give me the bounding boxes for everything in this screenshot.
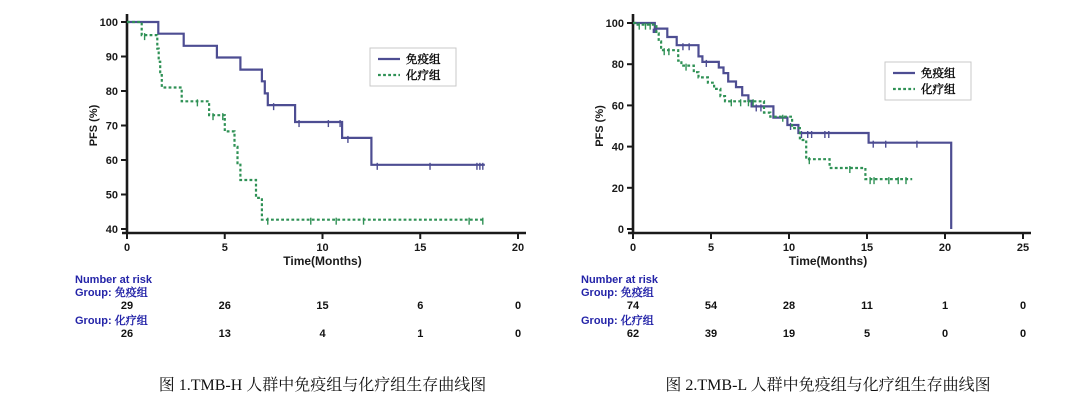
risk-count: 29 (120, 300, 134, 312)
x-tick-label: 10 (316, 242, 329, 254)
risk-count: 0 (1019, 328, 1027, 340)
y-tick-label: 100 (605, 18, 624, 30)
y-tick-label: 100 (99, 17, 118, 29)
risk-group-label-immune: Group: 免疫组 (581, 287, 654, 299)
risk-count: 15 (316, 300, 329, 312)
km-curve-immune (127, 22, 485, 165)
risk-count: 6 (417, 300, 424, 312)
x-tick-label: 0 (123, 242, 131, 254)
y-tick-label: 80 (611, 59, 624, 72)
risk-count: 4 (319, 328, 326, 340)
km-chart-tmb-h (0, 0, 540, 270)
x-tick-label: 0 (629, 242, 637, 254)
y-tick-label: 40 (105, 224, 118, 236)
risk-count: 5 (863, 328, 871, 340)
x-tick-label: 20 (938, 242, 952, 254)
x-tick-label: 5 (221, 242, 228, 254)
x-tick-label: 15 (860, 242, 874, 254)
risk-count: 11 (861, 300, 873, 312)
x-axis-label: Time(Months) (283, 254, 362, 268)
risk-group-label-immune: Group: 免疫组 (75, 287, 148, 299)
y-tick-label: 20 (611, 182, 624, 195)
x-tick-label: 5 (707, 242, 715, 254)
x-tick-label: 15 (414, 242, 427, 254)
y-tick-label: 60 (611, 100, 624, 113)
x-tick-label: 10 (782, 242, 796, 254)
km-chart-tmb-l (540, 0, 1080, 270)
x-tick-label: 20 (511, 242, 525, 254)
y-tick-label: 60 (105, 155, 118, 167)
y-tick-label: 70 (105, 120, 118, 133)
risk-table-header: Number at risk (581, 274, 659, 286)
risk-count: 1 (417, 328, 424, 340)
risk-count: 39 (704, 328, 718, 340)
legend-label-immune: 免疫组 (921, 68, 956, 80)
risk-count: 26 (218, 300, 231, 312)
legend-label-chemo: 化疗组 (921, 84, 956, 96)
risk-group-label-chemo: Group: 化疗组 (75, 315, 148, 327)
figure-caption: 图 2.TMB-L 人群中免疫组与化疗组生存曲线图 (665, 377, 991, 394)
y-tick-label: 80 (105, 86, 118, 98)
risk-count: 0 (514, 328, 522, 340)
x-axis-label: Time(Months) (788, 254, 868, 268)
y-tick-label: 50 (105, 189, 118, 202)
risk-count: 0 (941, 328, 949, 340)
y-axis-label: PFS (%) (594, 105, 606, 147)
y-axis-label: PFS (%) (88, 104, 100, 147)
risk-count: 54 (704, 300, 718, 312)
figure-caption: 图 1.TMB-H 人群中免疫组与化疗组生存曲线图 (158, 377, 487, 394)
legend-label-chemo: 化疗组 (406, 70, 441, 82)
y-tick-label: 40 (611, 141, 624, 154)
y-tick-label: 90 (105, 51, 118, 64)
figure-panel-tmb-l (540, 0, 1080, 408)
risk-count: 26 (120, 328, 134, 340)
risk-count: 0 (514, 300, 522, 312)
risk-count: 0 (1019, 300, 1027, 312)
risk-count: 1 (941, 300, 949, 312)
risk-count: 19 (782, 328, 796, 340)
y-tick-label: 0 (617, 224, 624, 236)
risk-group-label-chemo: Group: 化疗组 (581, 315, 654, 327)
km-curve-chemo (633, 23, 912, 179)
risk-count: 74 (626, 300, 640, 312)
risk-count: 13 (218, 328, 231, 340)
legend-label-immune: 免疫组 (406, 54, 441, 66)
risk-count: 62 (626, 328, 640, 340)
risk-count: 28 (782, 300, 796, 312)
risk-table-header: Number at risk (75, 274, 153, 286)
x-tick-label: 25 (1016, 242, 1030, 254)
